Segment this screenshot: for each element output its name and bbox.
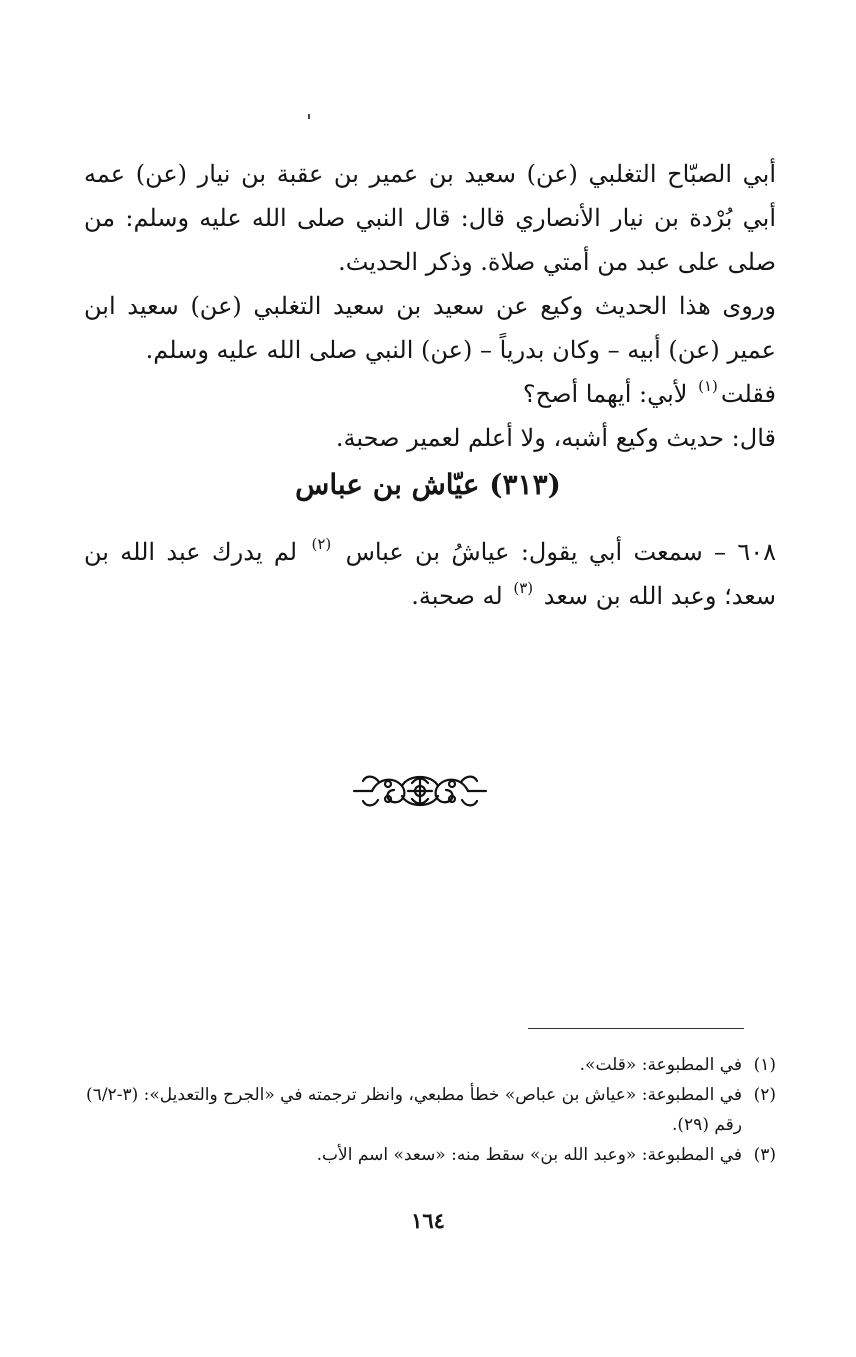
footnote-1-text: في المطبوعة: «قلت». (579, 1055, 742, 1075)
paragraph-1: أبي الصبّاح التغلبي (عن) سعيد بن عمير بن عقبة بن نيار (عن) عمه أبي بُرْدة بن نيار الأنصاري قال: قال النبي صلى الله عليه وسلم: من صلى على عبد من أمتي صلاة. وذكر الحديث. (84, 160, 776, 276)
entry-text-part-3: له صحبة. (411, 582, 503, 610)
paragraph-3-before: فقلت (720, 380, 776, 408)
footnote-3-text: في المطبوعة: «وعبد الله بن» سقط منه: «سعد» اسم الأب. (316, 1145, 742, 1165)
decorative-ornament-icon (350, 766, 490, 816)
paragraph-3 (84, 372, 776, 416)
paragraph-2: وروى هذا الحديث وكيع عن سعيد بن سعيد التغلبي (عن) سعيد ابن عمير (عن) أبيه – وكان بدرياً – (عن) النبي صلى الله عليه وسلم. (84, 292, 776, 364)
footnote-divider (528, 1028, 744, 1029)
paragraph-3-after: لأبي: أيهما أصح؟ (522, 380, 688, 408)
main-text (84, 152, 776, 460)
footnote-ref-1: (١) (698, 377, 718, 395)
footnote-2-number: (٢) (753, 1085, 776, 1105)
footnotes (84, 1050, 776, 1170)
page-number: ١٦٤ (411, 1208, 445, 1233)
entry-text (84, 530, 776, 618)
footnote-2 (84, 1080, 776, 1140)
page-mark (308, 114, 310, 119)
footnote-2-text: في المطبوعة: «عياش بن عباص» خطأ مطبعي، وانظر ترجمته في «الجرح والتعديل»: (٣-٦/٢) رقم (٢٩). (86, 1085, 742, 1135)
footnote-3-number: (٣) (753, 1145, 776, 1165)
footnote-ref-3: (٣) (513, 579, 534, 597)
entry-text-part-2: لم يدرك عبد الله بن سعد؛ وعبد الله بن سعد (84, 538, 776, 610)
section-heading: (٣١٣) عيّاش بن عباس (295, 468, 561, 501)
entry-paragraph (84, 530, 776, 618)
footnote-3 (84, 1140, 776, 1170)
footnote-ref-2: (٢) (311, 535, 332, 553)
paragraph-4: قال: حديث وكيع أشبه، ولا أعلم لعمير صحبة. (335, 424, 776, 452)
entry-text-part-1: ٦٠٨ – سمعت أبي يقول: عياشُ بن عباس (345, 538, 776, 566)
footnote-1 (84, 1050, 776, 1080)
footnote-1-number: (١) (753, 1055, 776, 1075)
